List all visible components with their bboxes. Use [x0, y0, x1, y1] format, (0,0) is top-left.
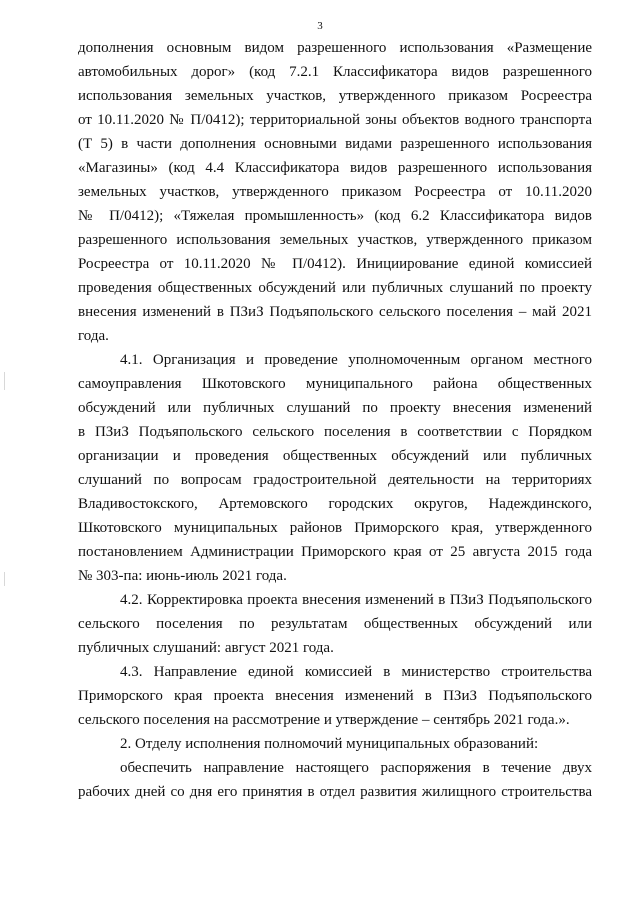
text-line: Шкотовского муниципальных районов Приморского края, утвержденного	[78, 520, 592, 536]
scan-edge-mark	[4, 372, 5, 390]
text-line: использования земельных участков, утвержденного приказом Росреестра	[78, 88, 592, 104]
text-line: самоуправления Шкотовского муниципального района общественных	[78, 376, 592, 392]
text-line: сельского поселения на рассмотрение и утверждение – сентябрь 2021 года.».	[78, 712, 570, 728]
text-line: обсуждений или публичных слушаний по проекту внесения изменений	[78, 400, 592, 416]
text-line: земельных участков, утвержденного приказом Росреестра от 10.11.2020	[78, 184, 592, 200]
text-line: 2. Отделу исполнения полномочий муниципальных образований:	[120, 736, 539, 752]
text-line: в ПЗиЗ Подъяпольского сельского поселения в соответствии с Порядком	[78, 424, 592, 440]
text-line: рабочих дней со дня его принятия в отдел развития жилищного строительства	[78, 784, 592, 800]
text-line: № П/0412); «Тяжелая промышленность» (код 6.2 Классификатора видов	[78, 208, 592, 224]
text-line: проведения общественных обсуждений или публичных слушаний по проекту	[78, 280, 592, 296]
paragraph-continuation	[78, 36, 592, 348]
text-line: разрешенного использования земельных участков, утвержденного приказом	[78, 232, 592, 248]
document-body	[78, 36, 592, 804]
text-line: 4.1. Организация и проведение уполномоченным органом местного	[120, 352, 592, 368]
text-line: автомобильных дорог» (код 7.2.1 Классификатора видов разрешенного	[78, 64, 592, 80]
text-line: Росреестра от 10.11.2020 № П/0412). Инициирование единой комиссией	[78, 256, 592, 272]
text-line: от 10.11.2020 № П/0412); территориальной зоны объектов водного транспорта	[78, 112, 592, 128]
text-line: 4.3. Направление единой комиссией в министерство строительства	[120, 664, 592, 680]
text-line: публичных слушаний: август 2021 года.	[78, 640, 334, 656]
page-number: 3	[317, 20, 323, 32]
text-line: «Магазины» (код 4.4 Классификатора видов разрешенного использования	[78, 160, 592, 176]
text-line: обеспечить направление настоящего распоряжения в течение двух	[120, 760, 592, 776]
text-line: № 303-па: июнь-июль 2021 года.	[78, 568, 287, 584]
text-line: слушаний по вопросам градостроительной деятельности на территориях	[78, 472, 592, 488]
paragraph-item-4-1	[78, 348, 592, 588]
text-line: 4.2. Корректировка проекта внесения изменений в ПЗиЗ Подъяпольского	[120, 592, 592, 608]
text-line: дополнения основным видом разрешенного использования «Размещение	[78, 40, 592, 56]
text-line: Приморского края проекта внесения изменений в ПЗиЗ Подъяпольского	[78, 688, 592, 704]
text-line: внесения изменений в ПЗиЗ Подъяпольского сельского поселения – май 2021	[78, 304, 592, 320]
text-line: Владивостокского, Артемовского городских округов, Надеждинского,	[78, 496, 592, 512]
text-line: сельского поселения по результатам общественных обсуждений или	[78, 616, 592, 632]
text-line: года.	[78, 328, 109, 344]
text-line: (Т 5) в части дополнения основными видами разрешенного использования	[78, 136, 592, 152]
paragraph-item-4-3	[78, 660, 592, 732]
paragraph-item-4-2	[78, 588, 592, 660]
paragraph-item-2	[78, 732, 592, 756]
text-line: организации и проведения общественных обсуждений или публичных	[78, 448, 592, 464]
paragraph-instruction	[78, 756, 592, 804]
text-line: постановлением Администрации Приморского края от 25 августа 2015 года	[78, 544, 592, 560]
scan-edge-mark	[4, 572, 5, 586]
